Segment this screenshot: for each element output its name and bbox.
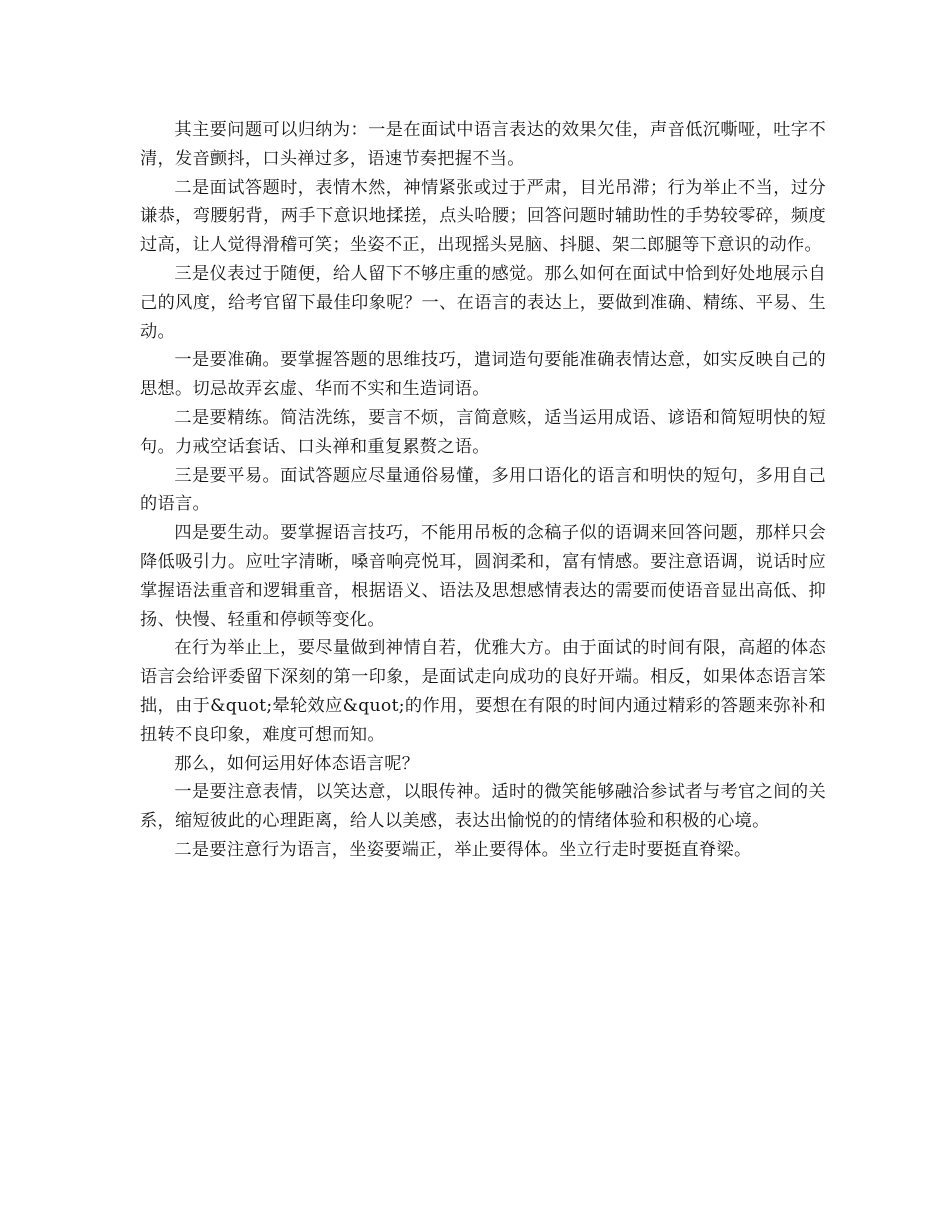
paragraph: 三是仪表过于随便，给人留下不够庄重的感觉。那么如何在面试中恰到好处地展示自己的风度，给考官留下最佳印象呢？一、在语言的表达上，要做到准确、精练、平易、生动。 [140,263,826,342]
paragraph: 三是要平易。面试答题应尽量通俗易懂，多用口语化的语言和明快的短句，多用自己的语言。 [140,465,826,515]
paragraph: 一是要注意表情，以笑达意，以眼传神。适时的微笑能够融洽参试者与考官之间的关系，缩短彼此的心理距离，给人以美感，表达出愉悦的的情绪体验和积极的心境。 [140,782,826,832]
paragraph: 四是要生动。要掌握语言技巧，不能用吊板的念稿子似的语调来回答问题，那样只会降低吸引力。应吐字清晰，嗓音响亮悦耳，圆润柔和，富有情感。要注意语调，说话时应掌握语法重音和逻辑重音，根据语义、语法及思想感情表达的需要而使语音显出高低、抑扬、快慢、轻重和停顿等变化。 [140,523,826,630]
paragraph: 二是面试答题时，表情木然，神情紧张或过于严肃，目光吊滞；行为举止不当，过分谦恭，弯腰躬背，两手下意识地揉搓，点头哈腰；回答问题时辅助性的手势较零碎，频度过高，让人觉得滑稽可笑；坐姿不正，出现摇头晃脑、抖腿、架二郎腿等下意识的动作。 [140,177,826,256]
paragraph: 一是要准确。要掌握答题的思维技巧，遣词造句要能准确表情达意，如实反映自己的思想。切忌故弄玄虚、华而不实和生造词语。 [140,350,826,400]
document-body [140,116,826,865]
paragraph: 其主要问题可以归纳为：一是在面试中语言表达的效果欠佳，声音低沉嘶哑，吐字不清，发音颤抖，口头禅过多，语速节奏把握不当。 [140,120,826,169]
paragraph: 二是要精练。简洁洗练，要言不烦，言简意赅，适当运用成语、谚语和简短明快的短句。力戒空话套话、口头禅和重复累赘之语。 [140,407,826,457]
paragraph: 二是要注意行为语言，坐姿要端正，举止要得体。坐立行走时要挺直脊梁。 [174,839,752,860]
paragraph: 那么，如何运用好体态语言呢？ [174,753,420,774]
paragraph: 在行为举止上，要尽量做到神情自若，优雅大方。由于面试的时间有限，高超的体态语言会给评委留下深刻的第一印象，是面试走向成功的良好开端。相反，如果体态语言笨拙，由于&quot;晕轮效应&quot;的作用，要想在有限的时间内通过精彩的答题来弥补和扭转不良印象，难度可想而知。 [140,638,826,745]
